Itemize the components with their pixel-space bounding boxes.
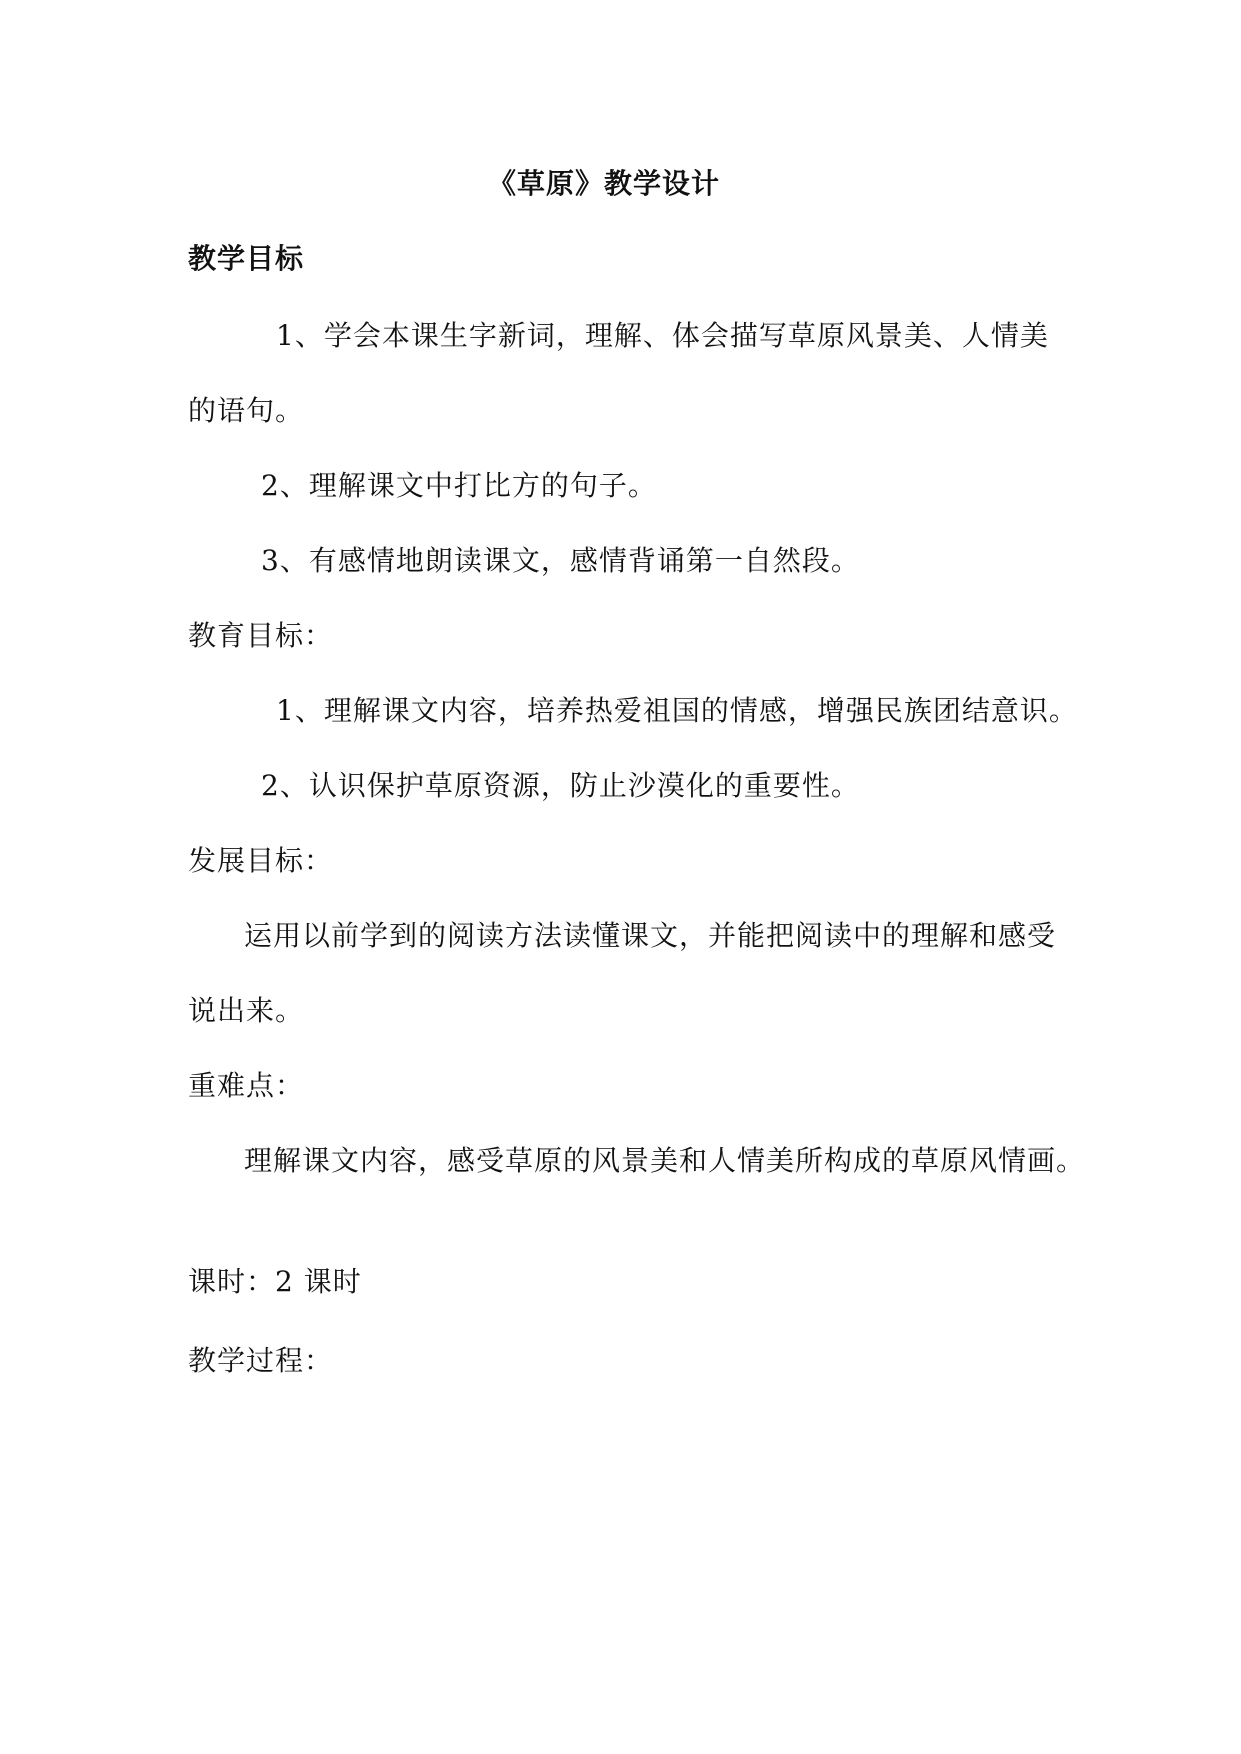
teaching-goal-1-line-1: 1、学会本课生字新词，理解、体会描写草原风景美、人情美 <box>276 319 1049 352</box>
development-goals-heading: 发展目标： <box>188 844 334 877</box>
class-hours: 课时：2 课时 <box>188 1265 362 1298</box>
education-goal-1: 1、理解课文内容，培养热爱祖国的情感，增强民族团结意识。 <box>276 694 1078 727</box>
teaching-goals-heading: 教学目标 <box>188 242 305 275</box>
education-goals-heading: 教育目标： <box>188 619 334 652</box>
teaching-process-heading: 教学过程： <box>188 1344 334 1377</box>
teaching-goal-3: 3、有感情地朗读课文，感情背诵第一自然段。 <box>261 544 860 577</box>
document-title: 《草原》教学设计 <box>488 167 721 200</box>
development-goal-line-2: 说出来。 <box>188 994 305 1027</box>
key-points-text: 理解课文内容，感受草原的风景美和人情美所构成的草原风情画。 <box>244 1144 1086 1177</box>
development-goal-line-1: 运用以前学到的阅读方法读懂课文，并能把阅读中的理解和感受 <box>244 919 1057 952</box>
key-points-heading: 重难点： <box>188 1069 305 1102</box>
teaching-goal-1-line-2: 的语句。 <box>188 394 305 427</box>
education-goal-2: 2、认识保护草原资源，防止沙漠化的重要性。 <box>261 769 860 802</box>
teaching-goal-2: 2、理解课文中打比方的句子。 <box>261 469 657 502</box>
